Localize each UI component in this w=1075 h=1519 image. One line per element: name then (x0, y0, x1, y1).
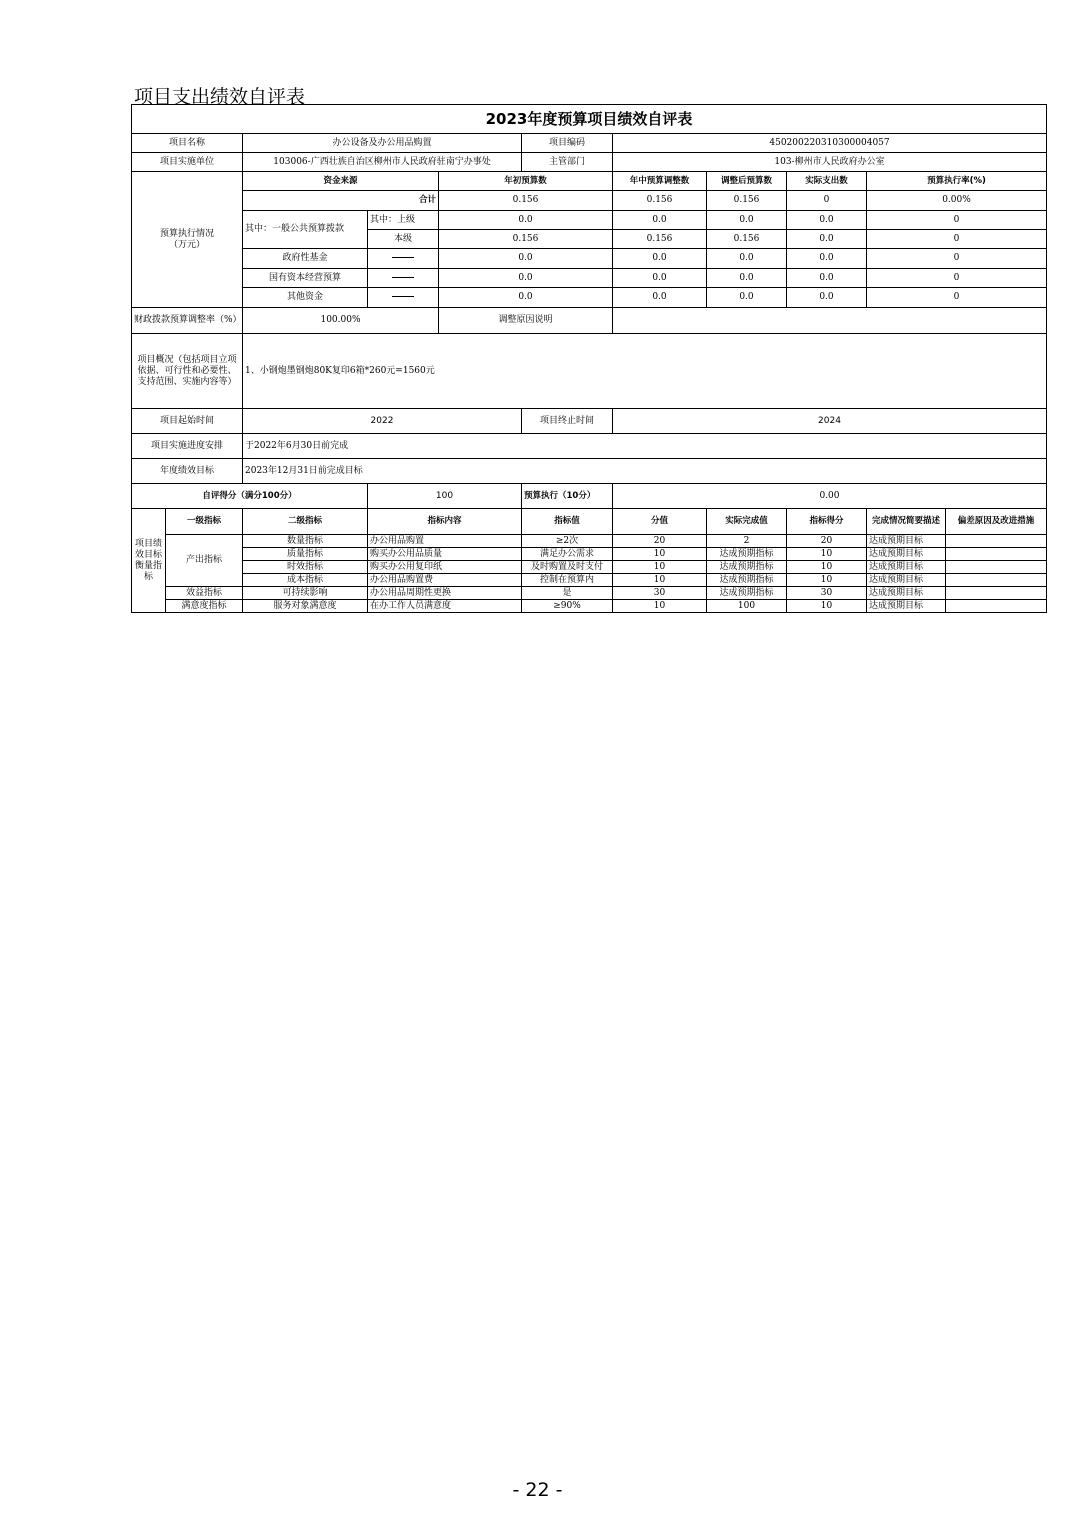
benefit-level2: 可持续影响 (243, 587, 368, 600)
self-score-label: 自评得分（满分100分） (132, 484, 368, 509)
end-time-value: 2024 (613, 409, 1047, 434)
indicator-reason (946, 574, 1047, 587)
state-capital-initial: 0.0 (439, 269, 613, 288)
adjust-reason-label: 调整原因说明 (439, 308, 613, 334)
indicator-score: 10 (787, 561, 867, 574)
satisfaction-level2: 服务对象满意度 (243, 600, 368, 613)
exec-score-label: 预算执行（10分） (522, 484, 613, 509)
indicator-row (132, 535, 1047, 548)
indicator-weight: 20 (613, 535, 707, 548)
indicator-header-target: 指标值 (522, 509, 613, 535)
upper-adjusted: 0.0 (707, 211, 787, 230)
other-midyear: 0.0 (613, 288, 707, 308)
other-actual: 0.0 (787, 288, 867, 308)
local-midyear: 0.156 (613, 230, 707, 249)
timeline-row (132, 409, 1047, 434)
annual-goal-row (132, 459, 1047, 484)
indicator-header-score: 指标得分 (787, 509, 867, 535)
budget-header-actual: 实际支出数 (787, 172, 867, 191)
satisfaction-content: 在办工作人员满意度 (368, 600, 522, 613)
indicator-score: 20 (787, 535, 867, 548)
department-value: 103-柳州市人民政府办公室 (613, 153, 1047, 172)
budget-header-initial: 年初预算数 (439, 172, 613, 191)
indicator-weight: 10 (613, 561, 707, 574)
gov-fund-label: 政府性基金 (243, 249, 368, 269)
budget-header-rate: 预算执行率(%) (867, 172, 1047, 191)
annual-goal-label: 年度绩效目标 (132, 459, 243, 484)
budget-header-row (132, 172, 1047, 191)
local-actual: 0.0 (787, 230, 867, 249)
indicator-row (132, 574, 1047, 587)
other-initial: 0.0 (439, 288, 613, 308)
score-row (132, 484, 1047, 509)
adjust-reason-value (613, 308, 1047, 334)
indicator-level2: 时效指标 (243, 561, 368, 574)
benefit-target: 是 (522, 587, 613, 600)
indicator-target: 满足办公需求 (522, 548, 613, 561)
budget-total-adjusted: 0.156 (707, 191, 787, 211)
performance-evaluation-table (131, 104, 1047, 613)
gov-fund-initial: 0.0 (439, 249, 613, 269)
output-indicator-label: 产出指标 (166, 535, 243, 587)
exec-score-value: 0.00 (613, 484, 1047, 509)
indicator-level2: 数量指标 (243, 535, 368, 548)
project-unit-label: 项目实施单位 (132, 153, 243, 172)
indicator-level2: 质量指标 (243, 548, 368, 561)
indicator-reason (946, 535, 1047, 548)
satisfaction-weight: 10 (613, 600, 707, 613)
indicator-header-level2: 二级指标 (243, 509, 368, 535)
state-capital-rate: 0 (867, 269, 1047, 288)
state-capital-actual: 0.0 (787, 269, 867, 288)
table-title: 2023年度预算项目绩效自评表 (132, 105, 1047, 134)
indicator-header-content: 指标内容 (368, 509, 522, 535)
gov-fund-dash (368, 249, 439, 269)
indicator-actual: 2 (707, 535, 787, 548)
indicator-actual: 达成预期指标 (707, 574, 787, 587)
benefit-indicator-row (132, 587, 1047, 600)
indicator-section-label: 项目绩效目标衡量指标 (132, 509, 166, 613)
budget-total-label: 合计 (243, 191, 439, 211)
local-rate: 0 (867, 230, 1047, 249)
general-budget-label: 其中：一般公共预算拨款 (243, 211, 368, 249)
satisfaction-level1: 满意度指标 (166, 600, 243, 613)
progress-row (132, 434, 1047, 459)
page-number: - 22 - (512, 1479, 563, 1501)
start-time-value: 2022 (243, 409, 522, 434)
indicator-level2: 成本指标 (243, 574, 368, 587)
state-capital-adjusted: 0.0 (707, 269, 787, 288)
indicator-desc: 达成预期目标 (867, 548, 946, 561)
progress-label: 项目实施进度安排 (132, 434, 243, 459)
overview-row (132, 334, 1047, 409)
satisfaction-indicator-row (132, 600, 1047, 613)
document-heading: 项目支出绩效自评表 (134, 86, 306, 108)
budget-section-label: 预算执行情况 （万元） (132, 172, 243, 308)
benefit-score: 30 (787, 587, 867, 600)
end-time-label: 项目终止时间 (522, 409, 613, 434)
satisfaction-score: 10 (787, 600, 867, 613)
indicator-header-reason: 偏差原因及改进措施 (946, 509, 1047, 535)
indicator-header-desc: 完成情况简要描述 (867, 509, 946, 535)
indicator-weight: 10 (613, 574, 707, 587)
benefit-reason (946, 587, 1047, 600)
state-capital-dash (368, 269, 439, 288)
benefit-content: 办公用品周期性更换 (368, 587, 522, 600)
project-name-label: 项目名称 (132, 134, 243, 153)
budget-header-midyear: 年中预算调整数 (613, 172, 707, 191)
upper-midyear: 0.0 (613, 211, 707, 230)
benefit-weight: 30 (613, 587, 707, 600)
adjust-rate-row (132, 308, 1047, 334)
upper-rate: 0 (867, 211, 1047, 230)
upper-initial: 0.0 (439, 211, 613, 230)
other-adjusted: 0.0 (707, 288, 787, 308)
budget-total-midyear: 0.156 (613, 191, 707, 211)
state-capital-midyear: 0.0 (613, 269, 707, 288)
progress-content: 于2022年6月30日前完成 (243, 434, 1047, 459)
satisfaction-reason (946, 600, 1047, 613)
indicator-row (132, 561, 1047, 574)
indicator-actual: 达成预期指标 (707, 561, 787, 574)
annual-goal-content: 2023年12月31日前完成目标 (243, 459, 1047, 484)
indicator-content: 办公用品购置费 (368, 574, 522, 587)
benefit-actual: 达成预期指标 (707, 587, 787, 600)
budget-total-initial: 0.156 (439, 191, 613, 211)
indicator-content: 办公用品购置 (368, 535, 522, 548)
upper-level-label: 其中：上级 (368, 211, 439, 230)
indicator-content: 购买办公用复印纸 (368, 561, 522, 574)
indicator-content: 购买办公用品质量 (368, 548, 522, 561)
self-score-value: 100 (368, 484, 522, 509)
satisfaction-target: ≥90% (522, 600, 613, 613)
indicator-header-actual: 实际完成值 (707, 509, 787, 535)
local-adjusted: 0.156 (707, 230, 787, 249)
indicator-target: ≥2次 (522, 535, 613, 548)
indicator-target: 及时购置及时支付 (522, 561, 613, 574)
adjust-rate-value: 100.00% (243, 308, 439, 334)
project-name-value: 办公设备及办公用品购置 (243, 134, 522, 153)
budget-gov-fund-row (132, 249, 1047, 269)
indicator-desc: 达成预期目标 (867, 535, 946, 548)
gov-fund-adjusted: 0.0 (707, 249, 787, 269)
indicator-score: 10 (787, 548, 867, 561)
local-level-label: 本级 (368, 230, 439, 249)
project-code-label: 项目编码 (522, 134, 613, 153)
gov-fund-actual: 0.0 (787, 249, 867, 269)
budget-total-actual: 0 (787, 191, 867, 211)
budget-other-row (132, 288, 1047, 308)
upper-actual: 0.0 (787, 211, 867, 230)
budget-header-adjusted: 调整后预算数 (707, 172, 787, 191)
start-time-label: 项目起始时间 (132, 409, 243, 434)
other-rate: 0 (867, 288, 1047, 308)
overview-label: 项目概况（包括项目立项依据、可行性和必要性、支持范围、实施内容等） (132, 334, 243, 409)
adjust-rate-label: 财政拨款预算调整率（%） (132, 308, 243, 334)
budget-upper-row (132, 211, 1047, 230)
other-funds-dash (368, 288, 439, 308)
overview-content: 1、小钢炮墨钢炮80K复印6箱*260元=1560元 (243, 334, 1047, 409)
project-name-row (132, 134, 1047, 153)
satisfaction-desc: 达成预期目标 (867, 600, 946, 613)
indicator-reason (946, 561, 1047, 574)
indicator-header-weight: 分值 (613, 509, 707, 535)
indicator-desc: 达成预期目标 (867, 574, 946, 587)
project-unit-value: 103006-广西壮族自治区柳州市人民政府驻南宁办事处 (243, 153, 522, 172)
gov-fund-rate: 0 (867, 249, 1047, 269)
indicator-header-row (132, 509, 1047, 535)
benefit-desc: 达成预期目标 (867, 587, 946, 600)
project-unit-row (132, 153, 1047, 172)
indicator-reason (946, 548, 1047, 561)
state-capital-label: 国有资本经营预算 (243, 269, 368, 288)
budget-total-row (132, 191, 1047, 211)
other-funds-label: 其他资金 (243, 288, 368, 308)
budget-header-source: 资金来源 (243, 172, 439, 191)
gov-fund-midyear: 0.0 (613, 249, 707, 269)
local-initial: 0.156 (439, 230, 613, 249)
indicator-weight: 10 (613, 548, 707, 561)
indicator-header-level1: 一级指标 (166, 509, 243, 535)
budget-state-capital-row (132, 269, 1047, 288)
project-code-value: 450200220310300004057 (613, 134, 1047, 153)
indicator-row (132, 548, 1047, 561)
department-label: 主管部门 (522, 153, 613, 172)
indicator-score: 10 (787, 574, 867, 587)
benefit-level1: 效益指标 (166, 587, 243, 600)
satisfaction-actual: 100 (707, 600, 787, 613)
indicator-actual: 达成预期指标 (707, 548, 787, 561)
budget-total-rate: 0.00% (867, 191, 1047, 211)
indicator-target: 控制在预算内 (522, 574, 613, 587)
indicator-desc: 达成预期目标 (867, 561, 946, 574)
